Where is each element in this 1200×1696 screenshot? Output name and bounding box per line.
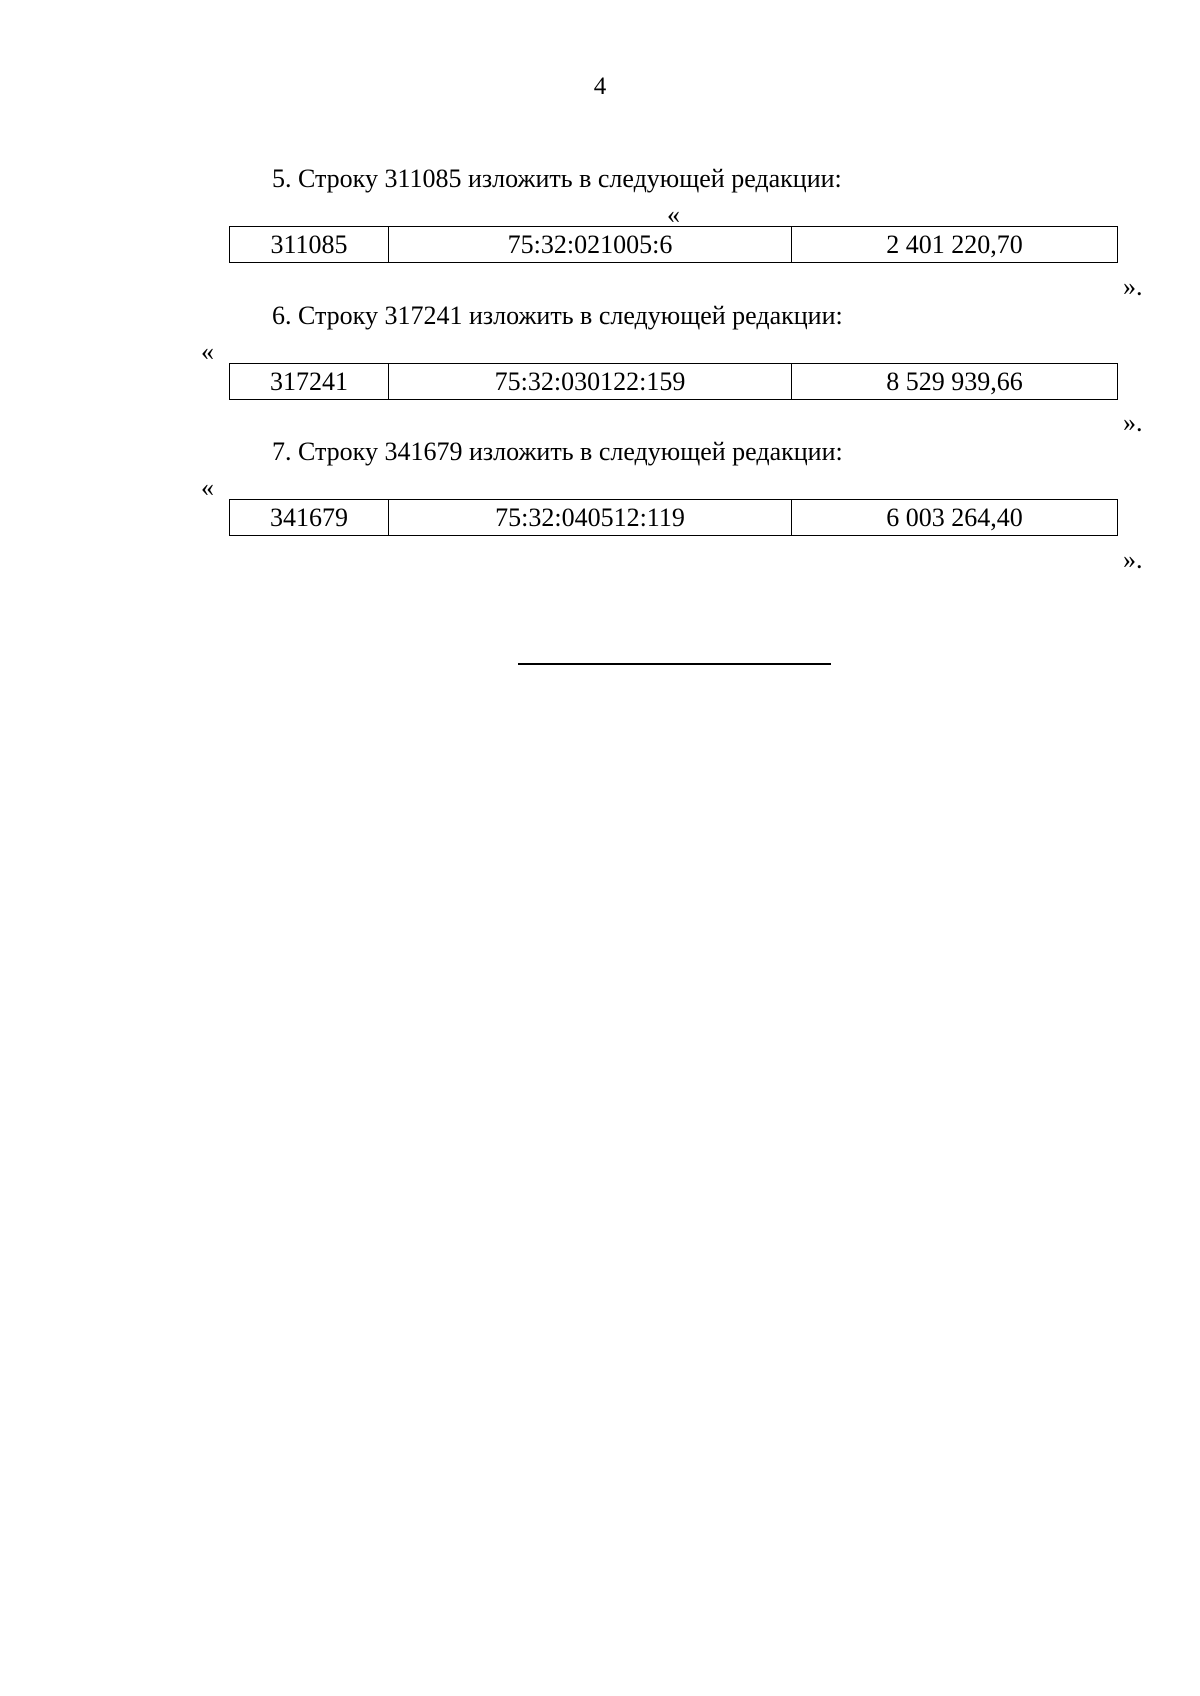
cadastral-number-cell: 75:32:021005:6	[389, 227, 792, 263]
section-heading-6: 6. Строку 317241 изложить в следующей редакции:	[272, 301, 843, 330]
table-row	[230, 227, 1118, 263]
cadastral-value-cell: 2 401 220,70	[792, 227, 1118, 263]
section-heading-7: 7. Строку 341679 изложить в следующей редакции:	[272, 437, 843, 466]
end-of-document-rule	[518, 663, 831, 665]
close-quote-6: ».	[1123, 408, 1143, 437]
cadastral-number-cell: 75:32:030122:159	[389, 364, 792, 400]
open-quote-6: «	[201, 337, 214, 366]
cadastral-number-cell: 75:32:040512:119	[389, 500, 792, 536]
replacement-row-table-7	[229, 499, 1118, 536]
cadastral-value-cell: 8 529 939,66	[792, 364, 1118, 400]
page-number: 4	[593, 73, 607, 100]
replacement-row-table-5	[229, 226, 1118, 263]
row-code-cell: 311085	[230, 227, 389, 263]
open-quote-7: «	[201, 473, 214, 502]
table-row	[230, 364, 1118, 400]
row-code-cell: 317241	[230, 364, 389, 400]
section-heading-5: 5. Строку 311085 изложить в следующей редакции:	[272, 164, 842, 193]
replacement-row-table-6	[229, 363, 1118, 400]
table-row	[230, 500, 1118, 536]
row-code-cell: 341679	[230, 500, 389, 536]
cadastral-value-cell: 6 003 264,40	[792, 500, 1118, 536]
open-quote-5: «	[667, 200, 680, 229]
close-quote-5: ».	[1123, 272, 1143, 301]
close-quote-7: ».	[1123, 545, 1143, 574]
